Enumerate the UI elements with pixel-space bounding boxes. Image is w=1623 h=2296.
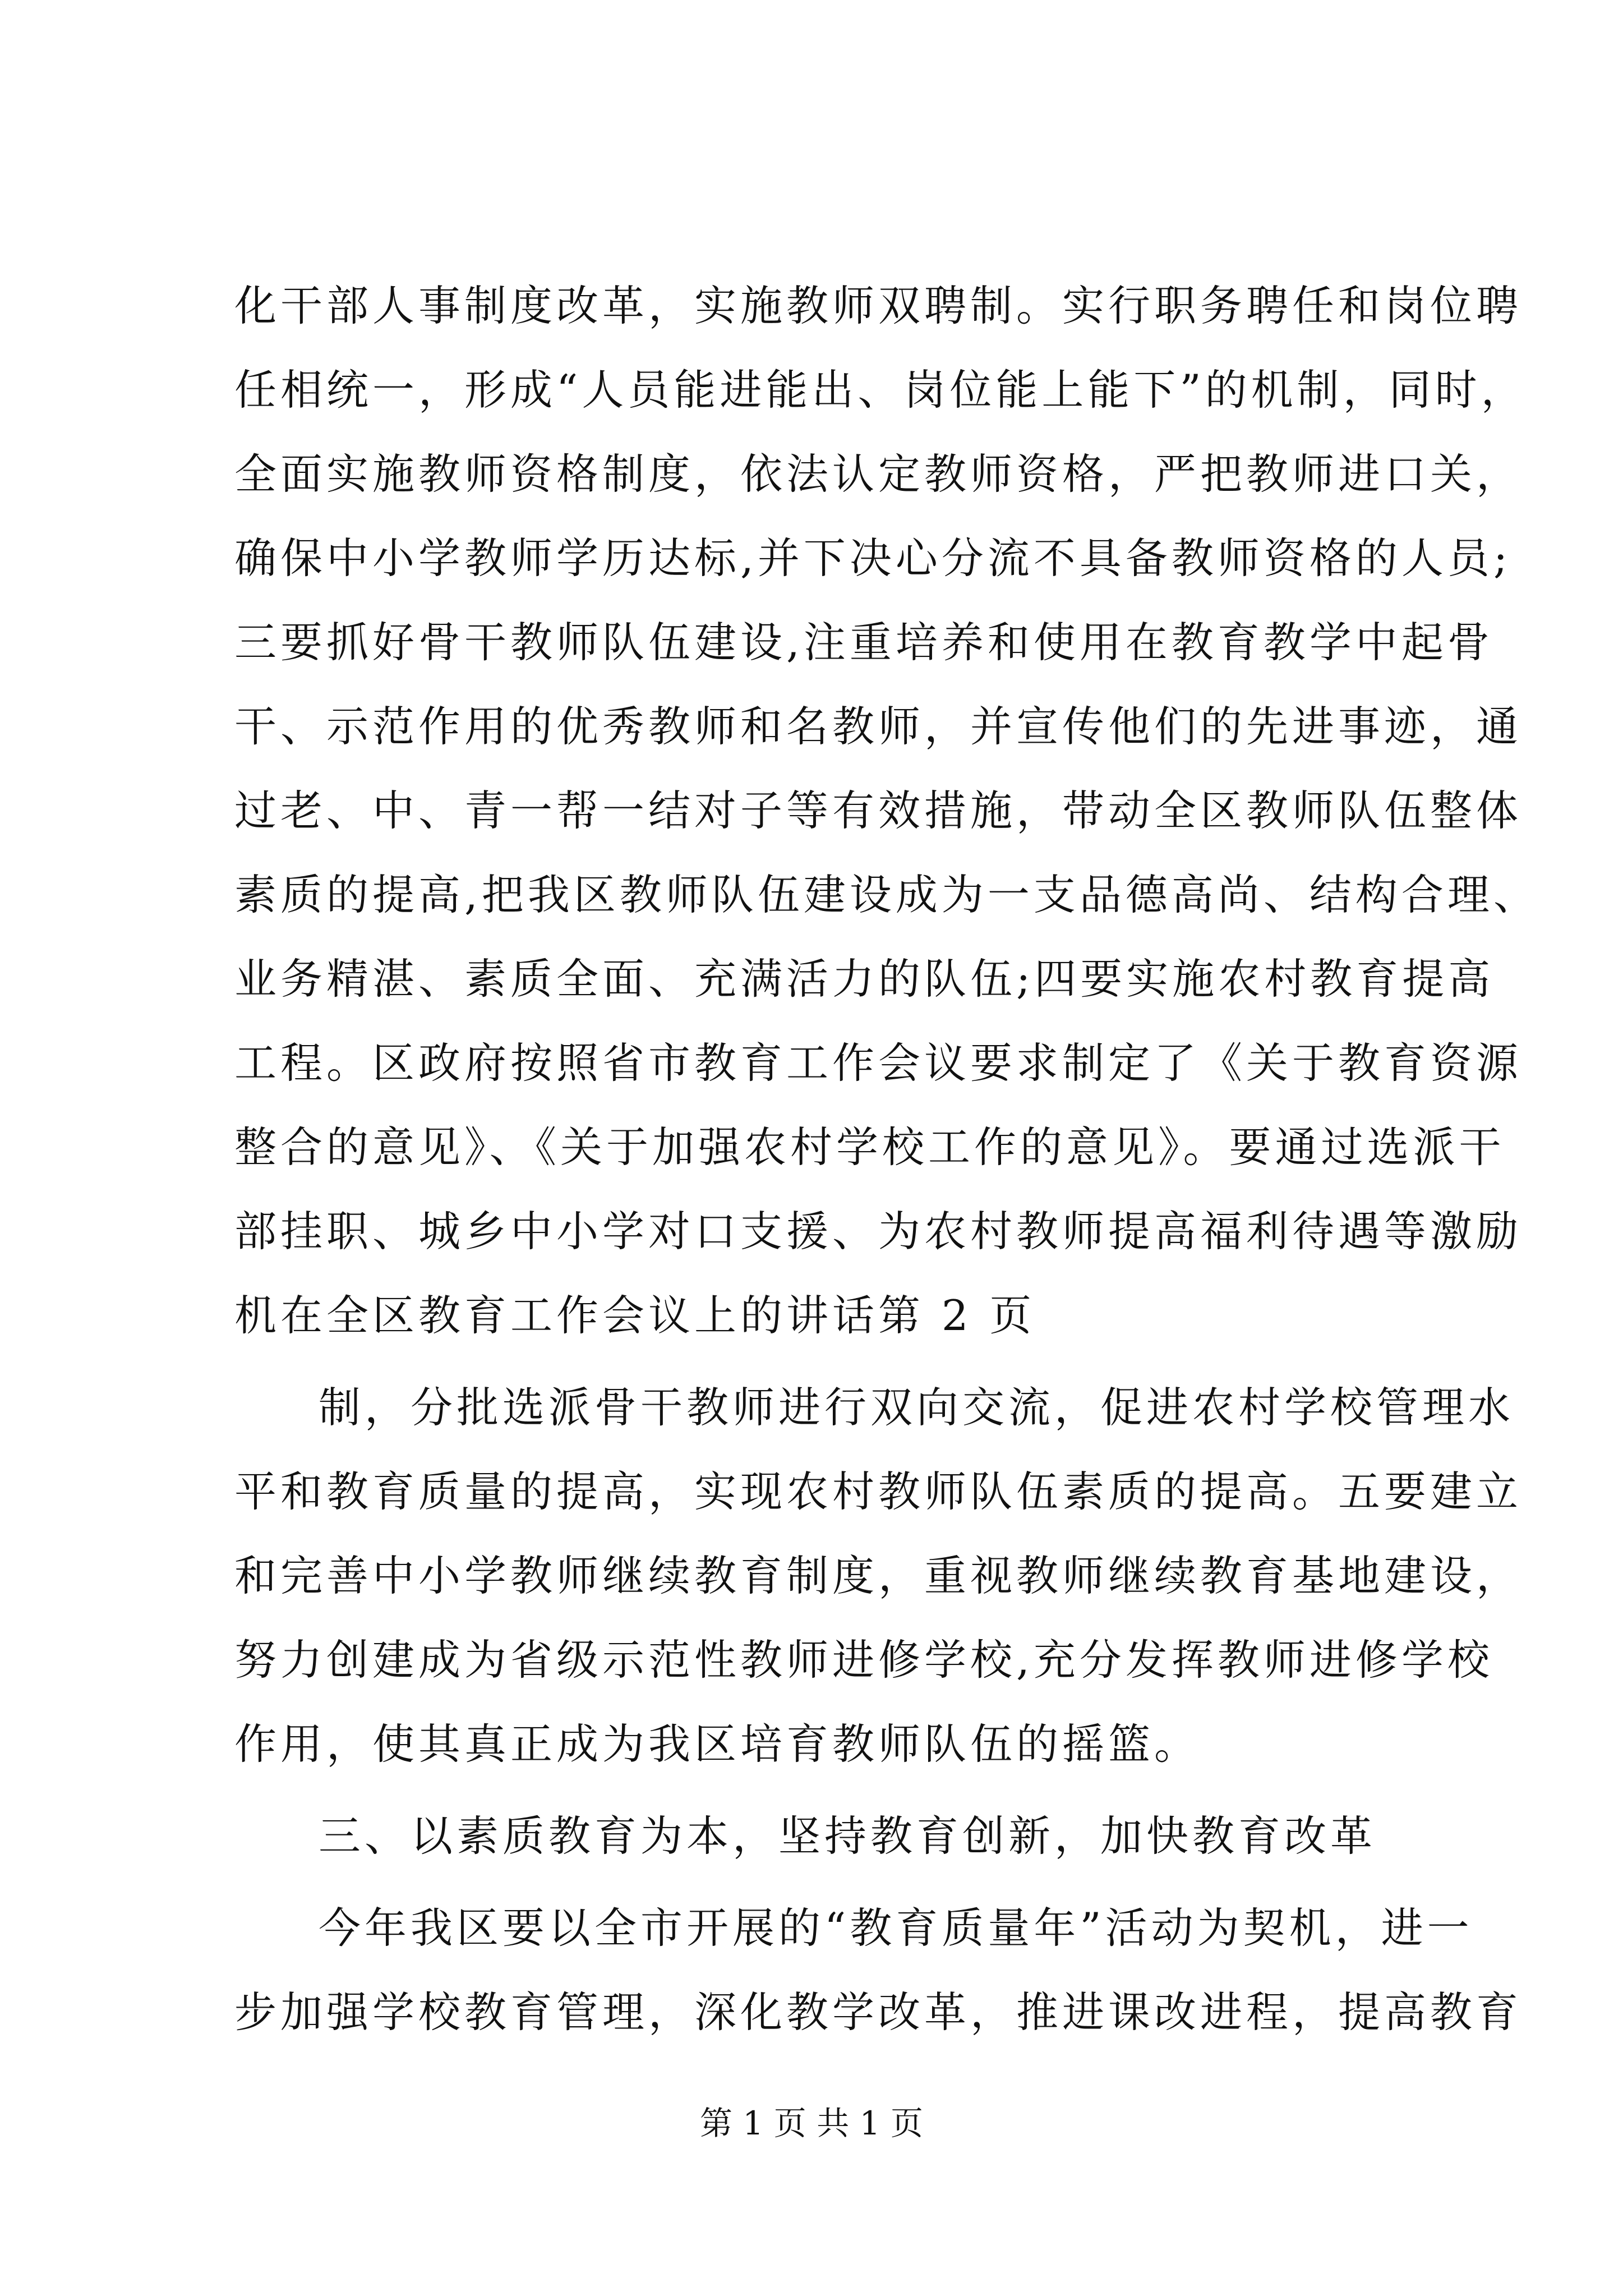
text-line: 部挂职、城乡中小学对口支援、为农村教师提高福利待遇等激励 [234, 1207, 1523, 1256]
text-line: 作用，使其真正成为我区培育教师队伍的摇篮。 [234, 1719, 1201, 1769]
text-line: 三要抓好骨干教师队伍建设,注重培养和使用在教育教学中起骨 [234, 618, 1493, 667]
text-line: 整合的意见》、《关于加强农村学校工作的意见》。要通过选派干 [234, 1122, 1505, 1172]
text-line: 化干部人事制度改革，实施教师双聘制。实行职务聘任和岗位聘 [234, 281, 1523, 330]
text-line: 努力创建成为省级示范性教师进修学校,充分发挥教师进修学校 [234, 1635, 1493, 1685]
text-line: 全面实施教师资格制度，依法认定教师资格，严把教师进口关， [234, 449, 1523, 499]
page-footer: 第 1 页 共 1 页 [700, 2104, 923, 2142]
text-line: 干、示范作用的优秀教师和名教师，并宣传他们的先进事迹，通 [234, 702, 1523, 751]
body-text [234, 264, 1539, 2054]
paragraph-start-line: 今年我区要以全市开展的“教育质量年”活动为契机，进一 [319, 1903, 1473, 1953]
text-line: 和完善中小学教师继续教育制度，重视教师继续教育基地建设， [234, 1551, 1523, 1600]
paragraph-start-line: 制，分批选派骨干教师进行双向交流，促进农村学校管理水 [319, 1383, 1515, 1432]
text-line: 步加强学校教育管理，深化教学改革，推进课改进程，提高教育 [234, 1987, 1523, 2037]
text-line: 工程。区政府按照省市教育工作会议要求制定了《关于教育资源 [234, 1038, 1523, 1088]
section-heading: 三、以素质教育为本，坚持教育创新，加快教育改革 [319, 1811, 1377, 1861]
text-line: 机在全区教育工作会议上的讲话第 2 页 [234, 1291, 1036, 1340]
text-line: 业务精湛、素质全面、充满活力的队伍;四要实施农村教育提高 [234, 954, 1495, 1004]
text-line: 确保中小学教师学历达标,并下决心分流不具备教师资格的人员; [234, 533, 1512, 583]
text-line: 素质的提高,把我区教师队伍建设成为一支品德高尚、结构合理、 [234, 870, 1539, 919]
text-line: 过老、中、青一帮一结对子等有效措施，带动全区教师队伍整体 [234, 786, 1523, 835]
text-line: 平和教育质量的提高，实现农村教师队伍素质的提高。五要建立 [234, 1467, 1523, 1516]
text-line: 任相统一，形成“人员能进能出、岗位能上能下”的机制，同时， [234, 365, 1527, 415]
